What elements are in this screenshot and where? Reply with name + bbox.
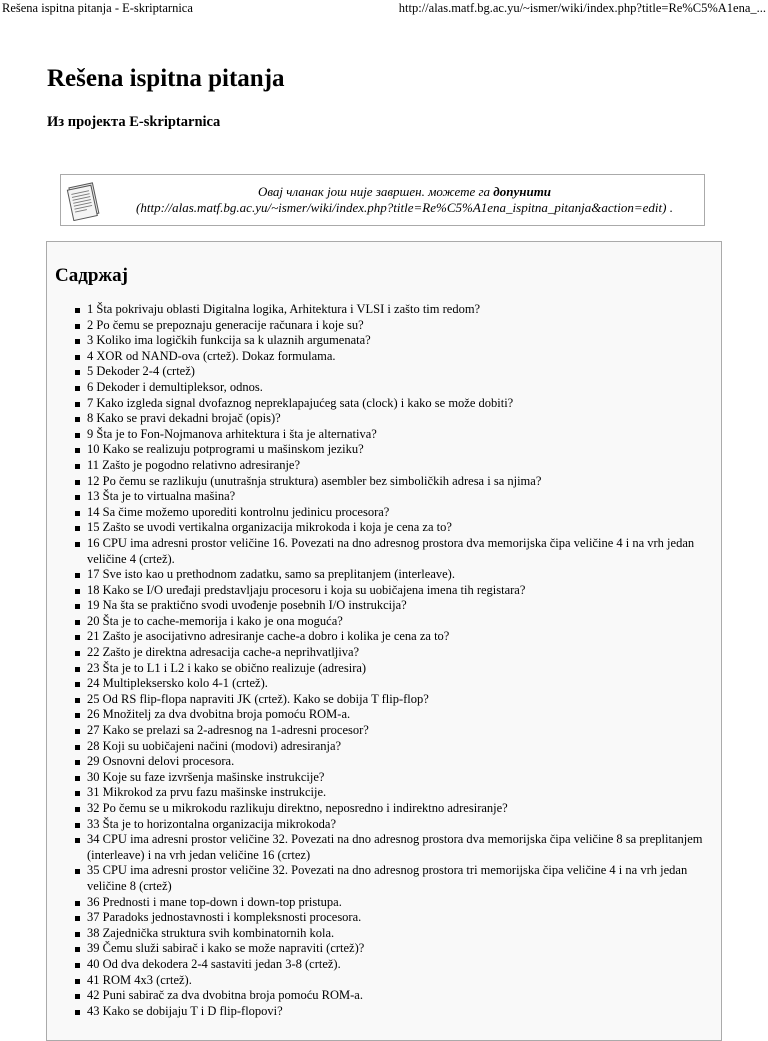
bullet-icon bbox=[75, 526, 80, 531]
toc-item[interactable] bbox=[74, 536, 704, 567]
toc-item-label: 13 Šta je to virtualna mašina? bbox=[87, 489, 236, 504]
bullet-icon bbox=[75, 932, 80, 937]
toc-title: Садржај bbox=[55, 265, 129, 286]
toc-item-label: 4 XOR od NAND-ova (crtež). Dokaz formulama. bbox=[87, 348, 336, 363]
edit-link[interactable]: допунити bbox=[493, 184, 552, 199]
toc-item[interactable] bbox=[74, 489, 704, 505]
toc-item[interactable] bbox=[74, 333, 704, 349]
bullet-icon bbox=[75, 339, 80, 344]
toc-item[interactable] bbox=[74, 645, 704, 661]
toc-item-label: 38 Zajednička struktura svih kombinatornih kola. bbox=[87, 925, 335, 940]
bullet-icon bbox=[75, 713, 80, 718]
toc-item[interactable] bbox=[74, 707, 704, 723]
toc-item-label: 20 Šta je to cache-memorija i kako je ona moguća? bbox=[87, 613, 343, 628]
toc-item[interactable] bbox=[74, 567, 704, 583]
bullet-icon bbox=[75, 838, 80, 843]
bullet-icon bbox=[75, 667, 80, 672]
bullet-icon bbox=[75, 994, 80, 999]
toc-item-label: 9 Šta je to Fon-Nojmanova arhitektura i šta je alternativa? bbox=[87, 426, 377, 441]
toc-item[interactable] bbox=[74, 941, 704, 957]
bullet-icon bbox=[75, 635, 80, 640]
print-page-url: http://alas.matf.bg.ac.yu/~ismer/wiki/index.php?title=Re%C5%A1ena_... bbox=[398, 1, 766, 15]
toc-item[interactable] bbox=[74, 739, 704, 755]
toc-item-label: 6 Dekoder i demultipleksor, odnos. bbox=[87, 379, 263, 394]
print-page-title: Rešena ispitna pitanja - E-skriptarnica bbox=[2, 1, 193, 15]
bullet-icon bbox=[75, 495, 80, 500]
toc-item[interactable] bbox=[74, 895, 704, 911]
bullet-icon bbox=[75, 448, 80, 453]
toc-item[interactable] bbox=[74, 661, 704, 677]
toc-item[interactable] bbox=[74, 598, 704, 614]
toc-item-label: 23 Šta je to L1 i L2 i kako se obično realizuje (adresira) bbox=[87, 660, 367, 675]
bullet-icon bbox=[75, 947, 80, 952]
toc-item[interactable] bbox=[74, 411, 704, 427]
bullet-icon bbox=[75, 916, 80, 921]
toc-item-label: 37 Paradoks jednostavnosti i kompleksnosti procesora. bbox=[87, 910, 362, 925]
toc-item[interactable] bbox=[74, 723, 704, 739]
page-subtitle: Из пројекта E-skriptarnica bbox=[47, 114, 221, 130]
toc-item-label: 25 Od RS flip-flopa napraviti JK (crtež). Kako se dobija T flip-flop? bbox=[87, 691, 429, 706]
bullet-icon bbox=[75, 698, 80, 703]
bullet-icon bbox=[75, 869, 80, 874]
toc-item[interactable] bbox=[74, 973, 704, 989]
toc-item[interactable] bbox=[74, 817, 704, 833]
bullet-icon bbox=[75, 776, 80, 781]
toc-item[interactable] bbox=[74, 692, 704, 708]
toc-item-label: 39 Čemu služi sabirač i kako se može napraviti (crtež)? bbox=[87, 941, 365, 956]
toc-list bbox=[74, 302, 704, 1019]
toc-item-label: 42 Puni sabirač za dva dvobitna broja pomoću ROM-a. bbox=[87, 988, 363, 1003]
toc-item-label: 16 CPU ima adresni prostor veličine 16. Povezati na dno adresnog prostora dva memorijska čipa veličine 4 i na vrh jedan veličine 4 (crtež). bbox=[87, 535, 695, 566]
toc-item-label: 1 Šta pokrivaju oblasti Digitalna logika, Arhitektura i VLSI i zašto tim redom? bbox=[87, 302, 481, 316]
toc-item-label: 12 Po čemu se razlikuju (unutrašnja struktura) asembler bez simboličkih adresa i sa njima? bbox=[87, 473, 542, 488]
bullet-icon bbox=[75, 979, 80, 984]
toc-item-label: 35 CPU ima adresni prostor veličine 32. Povezati na dno adresnog prostora tri memorijska čipa veličine 4 i na vrh jedan veličine 8 (crtež) bbox=[87, 863, 688, 893]
toc-item[interactable] bbox=[74, 754, 704, 770]
bullet-icon bbox=[75, 745, 80, 750]
toc-item-label: 26 Množitelj za dva dvobitna broja pomoću ROM-a. bbox=[87, 707, 351, 722]
toc-item-label: 22 Zašto je direktna adresacija cache-a neprihvatljiva? bbox=[87, 645, 360, 660]
notice-line bbox=[111, 184, 698, 200]
bullet-icon bbox=[75, 901, 80, 906]
bullet-icon bbox=[75, 355, 80, 360]
toc-item-label: 33 Šta je to horizontalna organizacija mikrokoda? bbox=[87, 816, 336, 831]
bullet-icon bbox=[75, 963, 80, 968]
bullet-icon bbox=[75, 1010, 80, 1015]
bullet-icon bbox=[75, 620, 80, 625]
toc-item-label: 14 Sa čime možemo uporediti kontrolnu jedinicu procesora? bbox=[87, 504, 390, 519]
bullet-icon bbox=[75, 464, 80, 469]
bullet-icon bbox=[75, 807, 80, 812]
unfinished-article-notice bbox=[60, 174, 705, 226]
toc-item[interactable] bbox=[74, 801, 704, 817]
toc-item[interactable] bbox=[74, 957, 704, 973]
toc-item-label: 18 Kako se I/O uređaji predstavljaju procesoru i koja su uobičajena imena tih registara? bbox=[87, 582, 526, 597]
toc-item[interactable] bbox=[74, 785, 704, 801]
toc-item[interactable] bbox=[74, 474, 704, 490]
toc-item[interactable] bbox=[74, 583, 704, 599]
page-title: Rešena ispitna pitanja bbox=[47, 65, 285, 92]
bullet-icon bbox=[75, 760, 80, 765]
print-header bbox=[0, 0, 768, 18]
toc-item[interactable] bbox=[74, 1004, 704, 1020]
toc-item[interactable] bbox=[74, 396, 704, 412]
bullet-icon bbox=[75, 370, 80, 375]
bullet-icon bbox=[75, 511, 80, 516]
notice-text bbox=[111, 184, 698, 216]
toc-item-label: 11 Zašto je pogodno relativno adresiranje? bbox=[87, 457, 301, 472]
toc-item[interactable] bbox=[74, 676, 704, 692]
toc-item[interactable] bbox=[74, 442, 704, 458]
toc-item[interactable] bbox=[74, 427, 704, 443]
toc-item[interactable] bbox=[74, 380, 704, 396]
bullet-icon bbox=[75, 682, 80, 687]
toc-item-label: 2 Po čemu se prepoznaju generacije računara i koje su? bbox=[87, 317, 364, 332]
bullet-icon bbox=[75, 604, 80, 609]
table-of-contents bbox=[46, 241, 722, 1041]
toc-item-label: 29 Osnovni delovi procesora. bbox=[87, 754, 235, 769]
bullet-icon bbox=[75, 791, 80, 796]
toc-item[interactable] bbox=[74, 349, 704, 365]
bullet-icon bbox=[75, 402, 80, 407]
toc-item-label: 7 Kako izgleda signal dvofaznog nepreklapajućeg sata (clock) i kako se može dobiti? bbox=[87, 395, 514, 410]
bullet-icon bbox=[75, 386, 80, 391]
toc-item-label: 21 Zašto je asocijativno adresiranje cache-a dobro i kolika je cena za to? bbox=[87, 629, 450, 644]
bullet-icon bbox=[75, 324, 80, 329]
notice-message: Овај чланак још није завршен. можете га bbox=[257, 184, 494, 199]
bullet-icon bbox=[75, 308, 80, 313]
toc-item-label: 3 Koliko ima logičkih funkcija sa k ulaznih argumenata? bbox=[87, 333, 371, 348]
toc-item-label: 27 Kako se prelazi sa 2-adresnog na 1-adresni procesor? bbox=[87, 723, 369, 738]
toc-item[interactable] bbox=[74, 364, 704, 380]
bullet-icon bbox=[75, 729, 80, 734]
bullet-icon bbox=[75, 433, 80, 438]
toc-item-label: 28 Koji su uobičajeni načini (modovi) adresiranja? bbox=[87, 738, 342, 753]
toc-item-label: 31 Mikrokod za prvu fazu mašinske instrukcije. bbox=[87, 785, 327, 800]
bullet-icon bbox=[75, 573, 80, 578]
toc-item[interactable] bbox=[74, 505, 704, 521]
toc-item-label: 24 Multipleksersko kolo 4-1 (crtež). bbox=[87, 676, 268, 691]
toc-item[interactable] bbox=[74, 770, 704, 786]
toc-item-label: 8 Kako se pravi dekadni brojač (opis)? bbox=[87, 411, 281, 426]
toc-item-label: 19 Na šta se praktično svodi uvođenje posebnih I/O instrukcija? bbox=[87, 598, 407, 613]
toc-item[interactable] bbox=[74, 302, 704, 318]
toc-item-label: 34 CPU ima adresni prostor veličine 32. Povezati na dno adresnog prostora dva memorijska čipa veličine 8 sa preplitanjem (interleave) i na vrh jedan veličine 16 (crtez) bbox=[87, 832, 703, 862]
toc-item[interactable] bbox=[74, 863, 704, 894]
toc-item[interactable] bbox=[74, 629, 704, 645]
toc-item-label: 40 Od dva dekodera 2-4 sastaviti jedan 3-8 (crtež). bbox=[87, 956, 341, 971]
toc-item-label: 43 Kako se dobijaju T i D flip-flopovi? bbox=[87, 1003, 283, 1018]
bullet-icon bbox=[75, 651, 80, 656]
toc-item-label: 10 Kako se realizuju potprogrami u mašinskom jeziku? bbox=[87, 442, 364, 457]
toc-item[interactable] bbox=[74, 832, 704, 863]
toc-item-label: 17 Sve isto kao u prethodnom zadatku, samo sa preplitanjem (interleave). bbox=[87, 567, 455, 582]
toc-item[interactable] bbox=[74, 988, 704, 1004]
toc-item[interactable] bbox=[74, 910, 704, 926]
edit-link-url[interactable]: (http://alas.matf.bg.ac.yu/~ismer/wiki/index.php?title=Re%C5%A1ena_ispitna_pitanja&action=edit) . bbox=[136, 200, 673, 215]
toc-item[interactable] bbox=[74, 458, 704, 474]
toc-item-label: 30 Koje su faze izvršenja mašinske instrukcije? bbox=[87, 769, 325, 784]
bullet-icon bbox=[75, 823, 80, 828]
toc-item[interactable] bbox=[74, 520, 704, 536]
bullet-icon bbox=[75, 417, 80, 422]
toc-item[interactable] bbox=[74, 614, 704, 630]
bullet-icon bbox=[75, 480, 80, 485]
toc-item-label: 41 ROM 4x3 (crtež). bbox=[87, 972, 192, 987]
toc-item-label: 32 Po čemu se u mikrokodu razlikuju direktno, neposredno i indirektno adresiranje? bbox=[87, 801, 508, 815]
bullet-icon bbox=[75, 542, 80, 547]
toc-item-label: 36 Prednosti i mane top-down i down-top pristupa. bbox=[87, 894, 342, 909]
toc-item-label: 5 Dekoder 2-4 (crtež) bbox=[87, 364, 195, 379]
toc-item-label: 15 Zašto se uvodi vertikalna organizacija mikrokoda i koja je cena za to? bbox=[87, 520, 452, 535]
document-icon bbox=[65, 181, 103, 221]
bullet-icon bbox=[75, 589, 80, 594]
toc-item[interactable] bbox=[74, 318, 704, 334]
toc-item[interactable] bbox=[74, 926, 704, 942]
